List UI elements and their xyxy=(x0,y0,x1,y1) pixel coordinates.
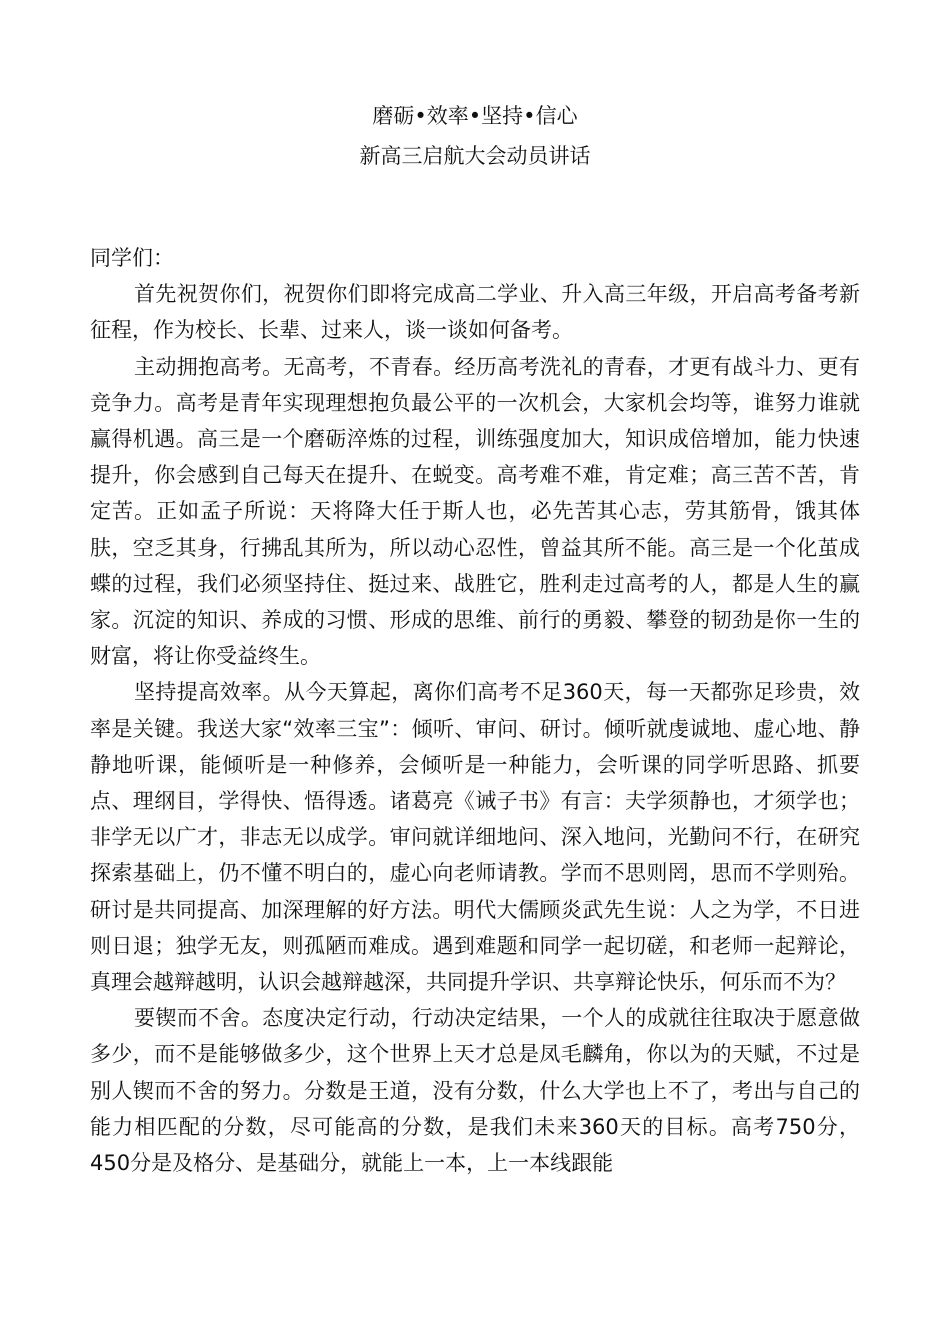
paragraph-efficiency: 坚持提高效率。从今天算起，离你们高考不足360天，每一天都弥足珍贵，效率是关键。我送大家“效率三宝”：倾听、审问、研讨。倾听就虔诚地、虚心地、静静地听课，能倾听是一种修养，会倾听是一种能力，会听课的同学听思路、抓要点、理纲目，学得快、悟得透。诸葛亮《诫子书》有言：夫学须静也，才须学也；非学无以广才，非志无以成学。审问就详细地问、深入地问，光勤问不行，在研究探索基础上，仍不懂不明白的，虚心向老师请教。学而不思则罔，思而不学则殆。研讨是共同提高、加深理解的好方法。明代大儒顾炎武先生说：人之为学，不日进则日退；独学无友，则孤陋而难成。遇到难题和同学一起切磋，和老师一起辩论，真理会越辩越明，认识会越辩越深，共同提升学识、共享辩论快乐，何乐而不为？ xyxy=(90,680,860,995)
document-subtitle: 新高三启航大会动员讲话 xyxy=(359,144,591,168)
salutation: 同学们： xyxy=(90,246,174,270)
paragraph-intro: 首先祝贺你们，祝贺你们即将完成高二学业、升入高三年级，开启高考备考新征程，作为校长、长辈、过来人，谈一谈如何备考。 xyxy=(90,282,860,343)
paragraph-perseverance: 要锲而不舍。态度决定行动，行动决定结果，一个人的成就往往取决于愿意做多少，而不是能够做多少，这个世界上天才总是凤毛麟角，你以为的天赋，不过是别人锲而不舍的努力。分数是王道，没有分数，什么大学也上不了，考出与自己的能力相匹配的分数，尽可能高的分数，是我们未来360天的目标。高考750分，450分是及格分、是基础分，就能上一本，上一本线跟能 xyxy=(90,1006,860,1176)
document-body xyxy=(90,240,860,1181)
document-title: 磨砺•效率•坚持•信心 xyxy=(372,104,578,128)
title-block xyxy=(0,96,950,176)
paragraph-embrace-exam: 主动拥抱高考。无高考，不青春。经历高考洗礼的青春，才更有战斗力、更有竞争力。高考是青年实现理想抱负最公平的一次机会，大家机会均等，谁努力谁就赢得机遇。高三是一个磨砺淬炼的过程，训练强度加大，知识成倍增加，能力快速提升，你会感到自己每天在提升、在蜕变。高考难不难，肯定难；高三苦不苦，肯定苦。正如孟子所说：天将降大任于斯人也，必先苦其心志，劳其筋骨，饿其体肤，空乏其身，行拂乱其所为，所以动心忍性，曾益其所不能。高三是一个化茧成蝶的过程，我们必须坚持住、挺过来、战胜它，胜利走过高考的人，都是人生的赢家。沉淀的知识、养成的习惯、形成的思维、前行的勇毅、攀登的韧劲是你一生的财富，将让你受益终生。 xyxy=(90,354,860,669)
